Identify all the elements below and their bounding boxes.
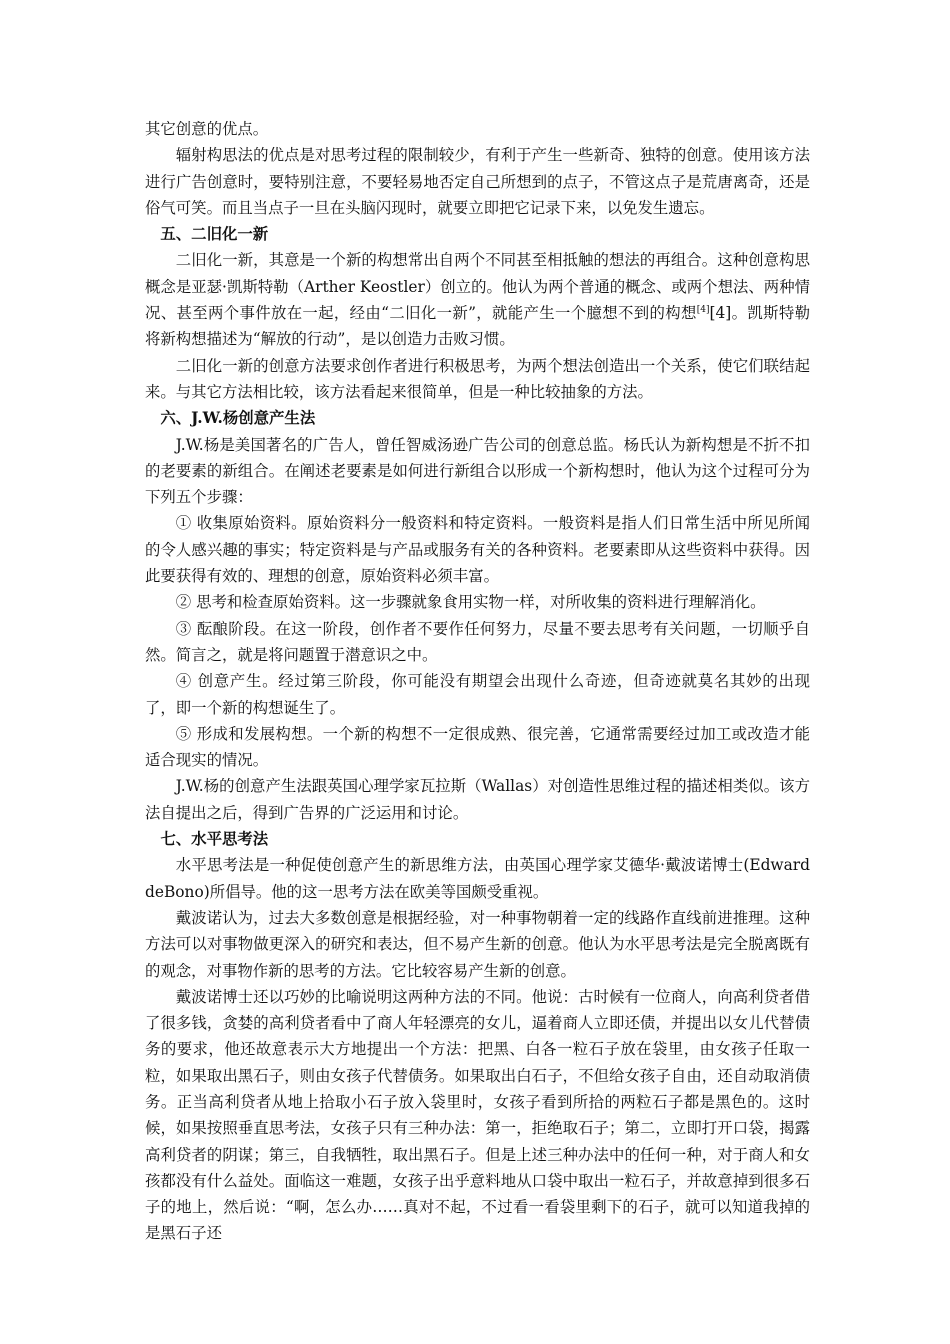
step-3: ③ 酝酿阶段。在这一阶段，创作者不要作任何努力，尽量不要去思考有关问题，一切顺乎自然。简言之，就是将问题置于潜意识之中。 xyxy=(145,619,810,664)
paragraph-young-intro: J.W.杨是美国著名的广告人，曾任智威汤逊广告公司的创意总监。杨氏认为新构想是不折不扣的老要素的新组合。在阐述老要素是如何进行新组合以形成一个新构想时，他认为这个过程可分为下列五个步骤： xyxy=(145,435,810,507)
paragraph-text: 二旧化一新，其意是一个新的构想常出自两个不同甚至相抵触的想法的再组合。这种创意构思概念是亚瑟·凯斯特勒（Arther Keostler）创立的。他认为两个普通的概念、或两个想法、两种情况、甚至两个事件放在一起，经由“二旧化一新”，就能产生一个臆想不到的构想 xyxy=(145,251,810,323)
citation-superscript: [4] xyxy=(696,304,710,315)
step-5: ⑤ 形成和发展构想。一个新的构想不一定很成熟、很完善，它通常需要经过加工或改造才能适合现实的情况。 xyxy=(145,724,810,770)
paragraph-lateral-definition: 戴波诺认为，过去大多数创意是根据经验，对一种事物朝着一定的线路作直线前进推理。这种方法可以对事物做更深入的研究和表达，但不易产生新的创意。他认为水平思考法是完全脱离既有的观念，对事物作新的思考的方法。它比较容易产生新的创意。 xyxy=(145,908,810,980)
paragraph-text: [4]。凯斯特勒将新构想描述为“解放的行动”，是以创造力击败习惯。 xyxy=(145,304,810,349)
paragraph-intro: 其它创意的优点。 xyxy=(145,120,269,138)
paragraph-two-old-one-new xyxy=(145,247,810,352)
step-4: ④ 创意产生。经过第三阶段，你可能没有期望会出现什么奇迹，但奇迹就莫名其妙的出现了，即一个新的构想诞生了。 xyxy=(145,672,810,717)
section-heading-7: 七、水平思考法 xyxy=(160,830,269,849)
paragraph-lateral-intro: 水平思考法是一种促使创意产生的新思维方法，由英国心理学家艾德华·戴波诺博士(Edward deBono)所倡导。他的这一思考方法在欧美等国颇受重视。 xyxy=(145,856,810,901)
paragraph-young-summary: J.W.杨的创意产生法跟英国心理学家瓦拉斯（Wallas）对创造性思维过程的描述相类似。该方法自提出之后，得到广告界的广泛运用和讨论。 xyxy=(145,777,810,822)
paragraph-lateral-parable: 戴波诺博士还以巧妙的比喻说明这两种方法的不同。他说：古时候有一位商人，向高利贷者借了很多钱，贪婪的高利贷者看中了商人年轻漂亮的女儿，逼着商人立即还债，并提出以女儿代替债务的要求，他还故意表示大方地提出一个方法：把黑、白各一粒石子放在袋里，由女孩子任取一粒，如果取出黑石子，则由女孩子代替债务。如果取出白石子，不但给女孩子自由，还自动取消债务。正当高利贷者从地上拾取小石子放入袋里时，女孩子看到所拾的两粒石子都是黑色的。这时候，如果按照垂直思考法，女孩子只有三种办法：第一，拒绝取石子；第二，立即打开口袋，揭露高利贷者的阴谋；第三，自我牺牲，取出黑石子。但是上述三种办法中的任何一种，对于商人和女孩都没有什么益处。面临这一难题，女孩子出乎意料地从口袋中取出一粒石子，并故意掉到很多石子的地上，然后说：“啊，怎么办……真对不起，不过看一看袋里剩下的石子，就可以知道我掉的是黑石子还 xyxy=(145,987,810,1243)
paragraph-two-old-one-new-method: 二旧化一新的创意方法要求创作者进行积极思考，为两个想法创造出一个关系，使它们联结起来。与其它方法相比较，该方法看起来很简单，但是一种比较抽象的方法。 xyxy=(145,356,810,401)
paragraph-radial-advantages: 辐射构思法的优点是对思考过程的限制较少，有利于产生一些新奇、独特的创意。使用该方法进行广告创意时，要特别注意，不要轻易地否定自己所想到的点子，不管这点子是荒唐离奇，还是俗气可笑。而且当点子一旦在头脑闪现时，就要立即把它记录下来，以免发生遗忘。 xyxy=(145,146,810,217)
section-heading-6: 六、J.W.杨创意产生法 xyxy=(160,409,316,428)
step-2: ② 思考和检查原始资料。这一步骤就象食用实物一样，对所收集的资料进行理解消化。 xyxy=(175,593,766,612)
step-1: ① 收集原始资料。原始资料分一般资料和特定资料。一般资料是指人们日常生活中所见所闻的令人感兴趣的事实；特定资料是与产品或服务有关的各种资料。老要素即从这些资料中获得。因此要获得有效的、理想的创意，原始资料必须丰富。 xyxy=(145,514,810,586)
section-heading-5: 五、二旧化一新 xyxy=(160,225,269,244)
